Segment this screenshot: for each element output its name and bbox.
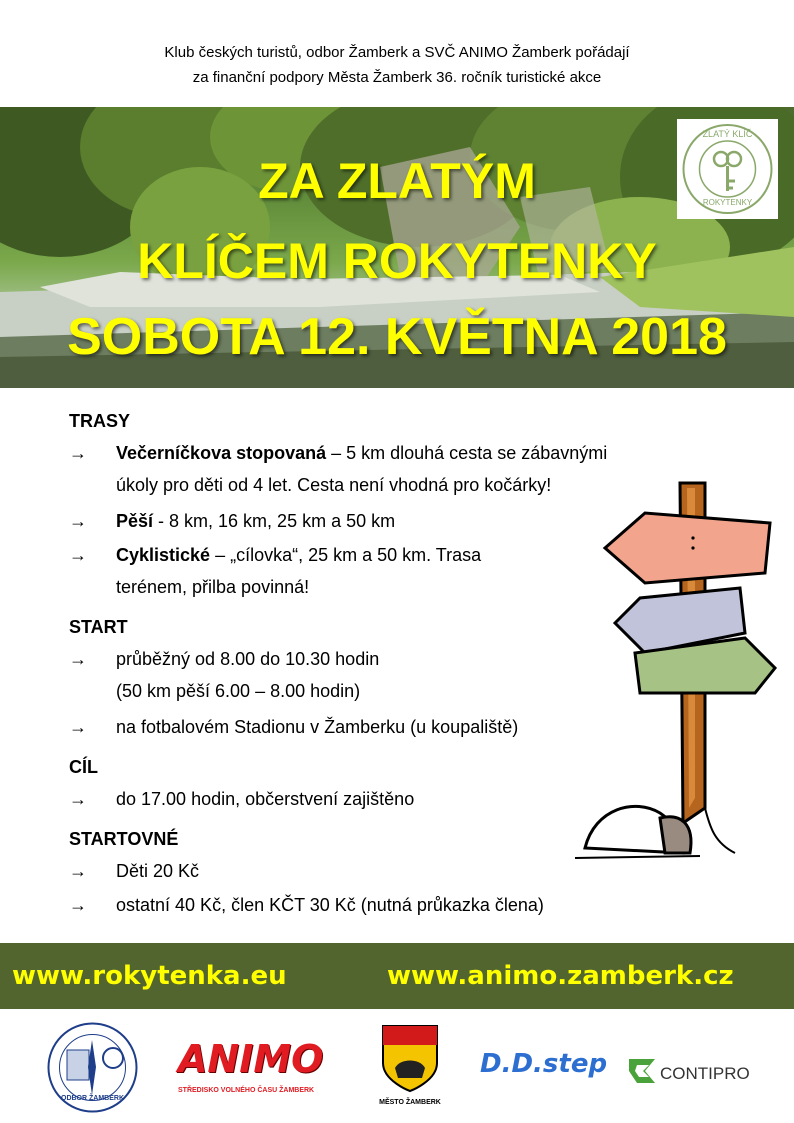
fee-others: ostatní 40 Kč, člen KČT 30 Kč (nutná průkazka člena) — [116, 895, 544, 915]
arrow-icon: → — [69, 443, 87, 463]
zamberk-coat-of-arms-icon — [380, 1023, 440, 1093]
arrow-icon: → — [69, 649, 87, 669]
contipro-text: CONTIPRO — [660, 1064, 750, 1083]
sponsor-logos — [0, 1015, 794, 1123]
header-line-2: za finanční podpory Města Žamberk 36. ročník turistické akce — [192, 69, 602, 86]
contipro-logo-icon — [627, 1055, 657, 1087]
link-rokytenka[interactable]: www.rokytenka.eu — [12, 961, 287, 991]
link-animo[interactable]: www.animo.zamberk.cz — [387, 961, 734, 991]
animo-logo: ANIMO — [178, 1037, 324, 1081]
header-line-1: Klub českých turistů, odbor Žamberk a SVČ ANIMO Žamberk pořádají — [164, 44, 630, 61]
finish-info: do 17.00 hodin, občerstvení zajištěno — [116, 789, 415, 809]
title-line-2: KLÍČEM ROKYTENKY — [137, 233, 657, 289]
start-place: na fotbalovém Stadionu v Žamberku (u koupaliště) — [116, 717, 519, 737]
section-title-start: START — [69, 617, 128, 637]
arrow-icon: → — [69, 895, 87, 915]
golden-key-badge — [677, 119, 778, 219]
badge-bottom-text: ROKYTENKY — [702, 198, 753, 207]
animo-subtitle: STŘEDISKO VOLNÉHO ČASU ŽAMBERK — [178, 1087, 315, 1094]
banner — [0, 107, 794, 388]
start-time: průběžný od 8.00 do 10.30 hodin — [116, 649, 380, 669]
event-date: SOBOTA 12. KVĚTNA 2018 — [67, 308, 727, 366]
section-title-trasy: TRASY — [69, 411, 131, 431]
section-title-startovne: STARTOVNÉ — [69, 829, 179, 849]
arrow-icon: → — [69, 511, 87, 531]
ddstep-logo: D.D.step — [480, 1049, 608, 1079]
arrow-icon: → — [69, 861, 87, 881]
route-name: Večerníčkova stopovaná — [116, 443, 327, 463]
route-desc: – „cílovka“, 25 km a 50 km. Trasa — [210, 545, 482, 565]
route-desc: – 5 km dlouhá cesta se zábavnými — [326, 443, 608, 463]
list-item — [69, 437, 719, 469]
arrow-icon: → — [69, 545, 87, 565]
route-desc: - 8 km, 16 km, 25 km a 50 km — [153, 511, 396, 531]
badge-top-text: ZLATÝ KLÍČ — [702, 129, 753, 139]
list-item — [69, 889, 719, 921]
zamberk-text: MĚSTO ŽAMBERK — [379, 1099, 441, 1106]
signpost-illustration — [565, 478, 790, 883]
route-name: Cyklistické — [116, 545, 211, 565]
arrow-icon: → — [69, 717, 87, 737]
footer-links-bar — [0, 943, 794, 1009]
fee-children: Děti 20 Kč — [116, 861, 200, 881]
route-name: Pěší — [116, 511, 154, 531]
header-text — [0, 40, 794, 90]
route-desc-cont: úkoly pro děti od 4 let. Cesta není vhodná pro kočárky! — [116, 475, 552, 495]
section-title-cil: CÍL — [69, 757, 98, 777]
arrow-icon: → — [69, 789, 87, 809]
kct-logo-text: ODBOR ŽAMBERK — [61, 1095, 124, 1102]
title-line-1: ZA ZLATÝM — [258, 153, 536, 209]
route-desc-cont: terénem, přilba povinná! — [116, 577, 310, 597]
start-time-cont: (50 km pěší 6.00 – 8.00 hodin) — [116, 681, 361, 701]
